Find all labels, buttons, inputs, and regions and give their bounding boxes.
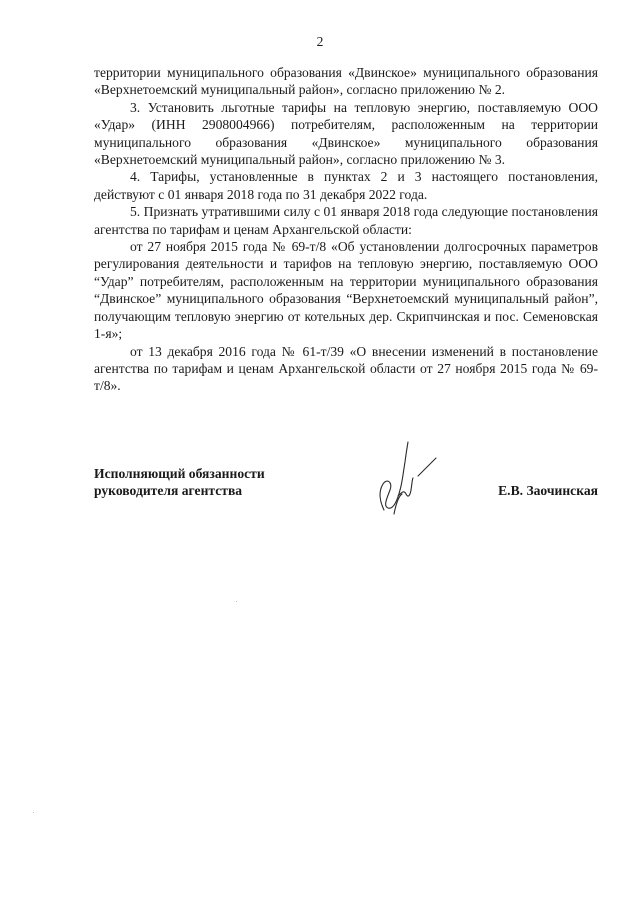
signatory-name: Е.В. Заочинская bbox=[498, 483, 598, 499]
document-body bbox=[94, 64, 598, 395]
paragraph-item-3: 3. Установить льготные тарифы на тепловую энергию, поставляемую ООО «Удар» (ИНН 2908004966) потребителям, расположенным на территории муниципального образования «Двинское» муниципального образования «Верхнетоемский муниципальный район», согласно приложению № 3. bbox=[94, 99, 598, 168]
repealed-resolution-2: от 13 декабря 2016 года № 61-т/39 «О внесении изменений в постановление агентства по тарифам и ценам Архангельской области от 27 ноября 2015 года № 69-т/8». bbox=[94, 343, 598, 394]
signatory-position-line2: руководителя агентства bbox=[94, 483, 243, 499]
scan-speck bbox=[33, 812, 34, 813]
paragraph-item-4: 4. Тарифы, установленные в пунктах 2 и 3 настоящего постановления, действуют с 01 января 2018 года по 31 декабря 2022 года. bbox=[94, 169, 598, 202]
signatory-position-line1: Исполняющий обязанности bbox=[94, 466, 265, 481]
paragraph-continuation: территории муниципального образования «Двинское» муниципального образования «Верхнетоемский муниципальный район», согласно приложению № 2. bbox=[94, 65, 598, 98]
paragraph-item-5: 5. Признать утратившими силу с 01 января 2018 года следующие постановления агентства по тарифам и ценам Архангельской области: bbox=[94, 204, 598, 237]
handwritten-signature bbox=[350, 432, 450, 532]
repealed-resolution-1: от 27 ноября 2015 года № 69-т/8 «Об установлении долгосрочных параметров регулирования деятельности и тарифов на тепловую энергию, поставляемую ООО “Удар” потребителям, расположенным на территории муниципального образования “Двинское” муниципального образования “Верхнетоемский муниципальный район”, получающим тепловую энергию от котельных дер. Скрипчинская и пос. Семеновская 1-я»; bbox=[94, 239, 598, 342]
signature-block bbox=[94, 465, 598, 500]
scan-speck bbox=[236, 601, 237, 602]
page-number: 2 bbox=[316, 34, 324, 49]
